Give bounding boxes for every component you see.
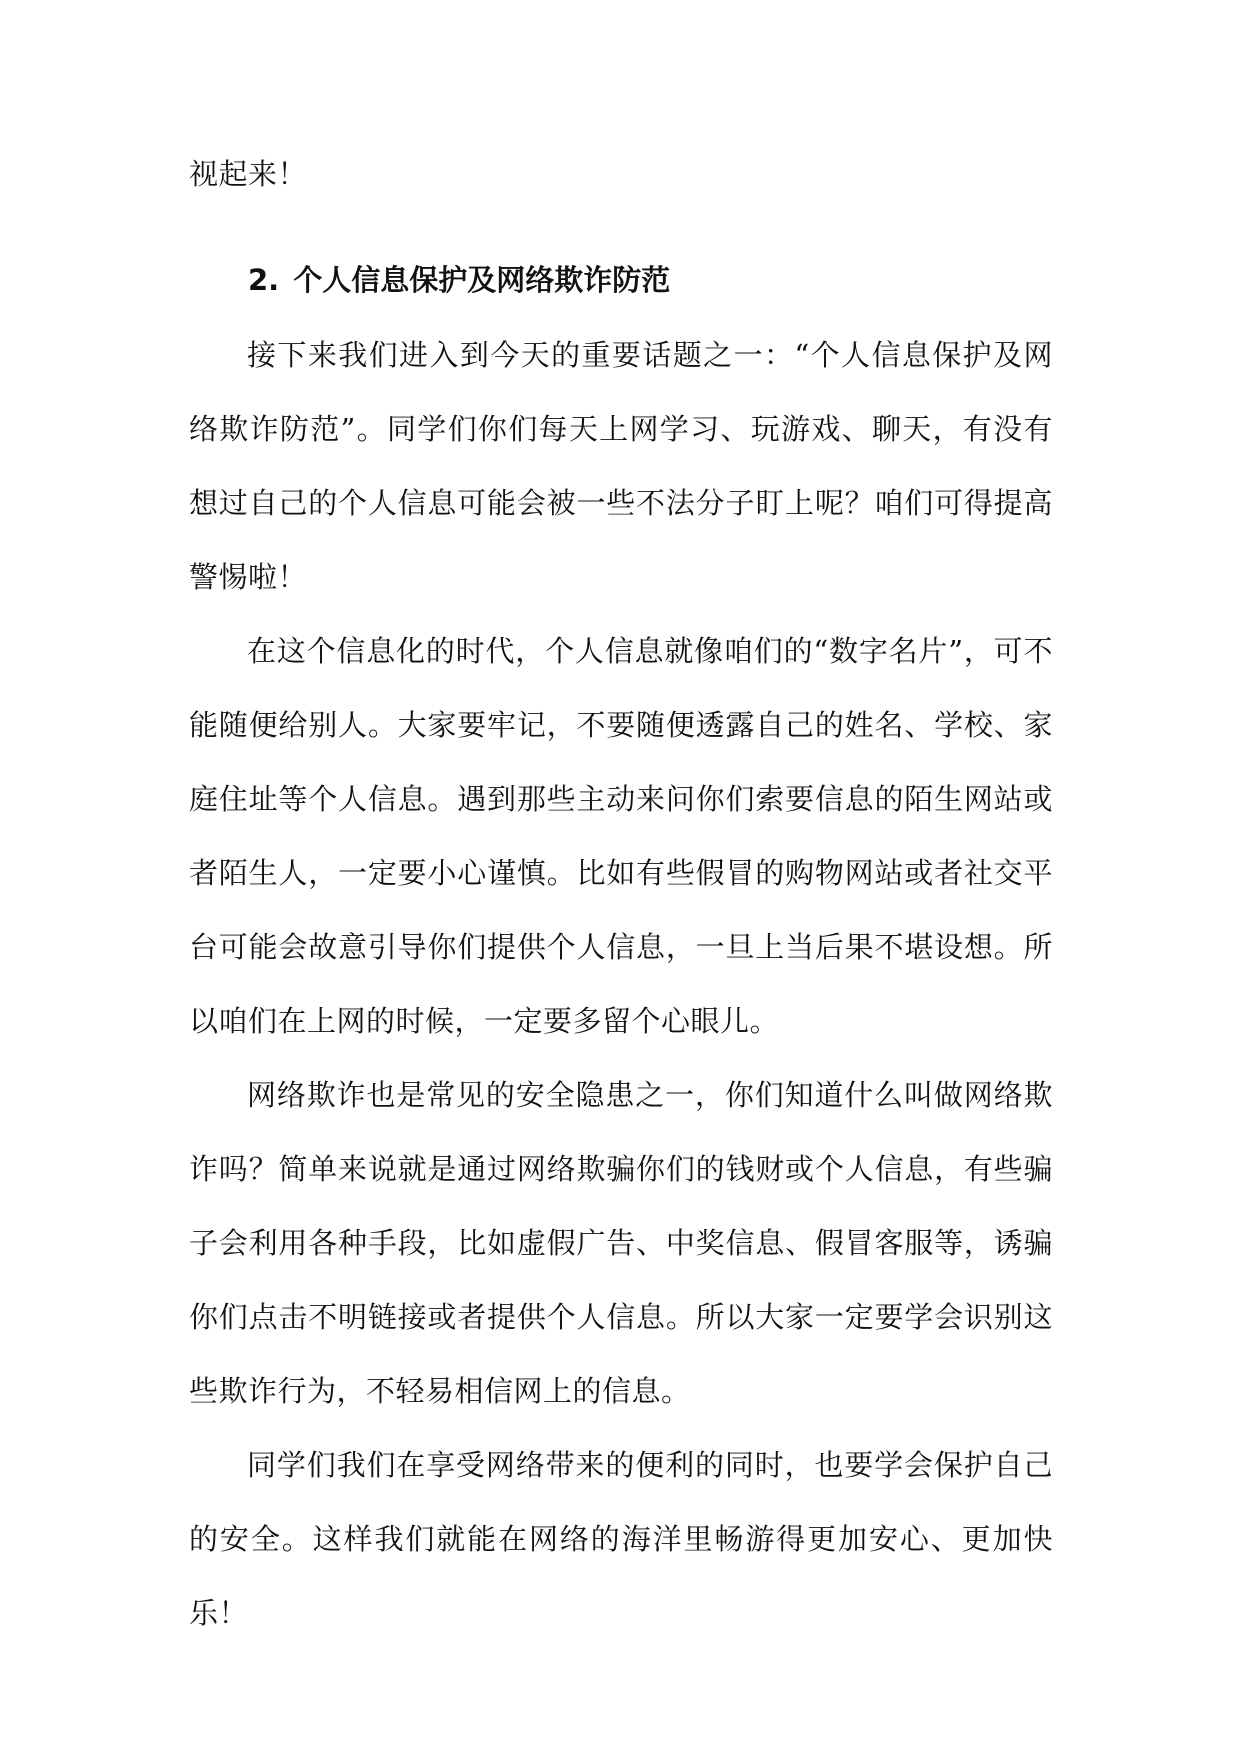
paragraph-1: 接下来我们进入到今天的重要话题之一：“个人信息保护及网络欺诈防范”。同学们你们每天上网学习、玩游戏、聊天，有没有想过自己的个人信息可能会被一些不法分子盯上呢？咱们可得提高警惕啦！ xyxy=(189,338,1053,594)
continuation-text: 视起来！ xyxy=(189,157,308,191)
section-body xyxy=(189,318,1053,1650)
paragraph-4: 同学们我们在享受网络带来的便利的同时，也要学会保护自己的安全。这样我们就能在网络的海洋里畅游得更加安心、更加快乐！ xyxy=(189,1448,1053,1630)
section-heading xyxy=(248,243,670,317)
paragraph-3: 网络欺诈也是常见的安全隐患之一，你们知道什么叫做网络欺诈吗？简单来说就是通过网络欺骗你们的钱财或个人信息，有些骗子会利用各种手段，比如虚假广告、中奖信息、假冒客服等，诱骗你们点击不明链接或者提供个人信息。所以大家一定要学会识别这些欺诈行为，不轻易相信网上的信息。 xyxy=(189,1078,1053,1408)
section-number: 2. xyxy=(248,263,280,297)
section-title: 个人信息保护及网络欺诈防范 xyxy=(293,263,671,297)
paragraph-2: 在这个信息化的时代，个人信息就像咱们的“数字名片”，可不能随便给别人。大家要牢记，不要随便透露自己的姓名、学校、家庭住址等个人信息。遇到那些主动来问你们索要信息的陌生网站或者陌生人，一定要小心谨慎。比如有些假冒的购物网站或者社交平台可能会故意引导你们提供个人信息，一旦上当后果不堪设想。所以咱们在上网的时候，一定要多留个心眼儿。 xyxy=(189,634,1053,1038)
